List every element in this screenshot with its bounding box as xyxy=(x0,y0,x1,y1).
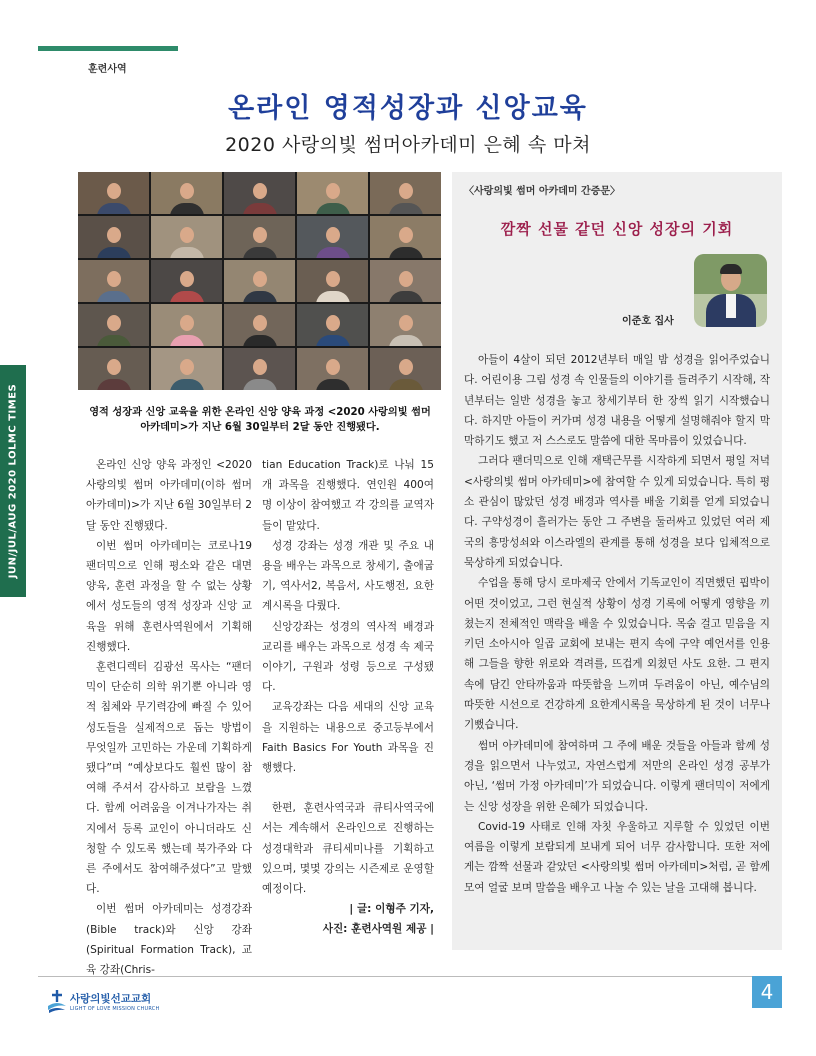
article-paragraph: 이번 썸머 아카데미는 코로나19 팬더믹으로 인해 평소와 같은 대면 양육, 훈련 과정을 할 수 없는 상황에서 성도들의 영적 성장과 신앙 교육을 위해 훈련사역원에서 기획해 진행했다. xyxy=(86,539,252,653)
photo-participant-tile xyxy=(151,172,222,214)
article-paragraph: 이번 썸머 아카데미는 성경강좌(Bible track)와 신앙 강좌(Spiritual Formation Track), 교육 강좌(Chris- xyxy=(86,903,252,977)
footer-rule xyxy=(38,976,782,977)
section-label: 훈련사역 xyxy=(88,64,127,75)
church-logo-name: 사랑의빛선교교회 xyxy=(70,993,152,1005)
issue-side-tab xyxy=(0,365,26,597)
sidebar-author: 이준호 집사 xyxy=(622,316,674,327)
photo-participant-tile xyxy=(78,260,149,302)
church-logo-english: LIGHT OF LOVE MISSION CHURCH xyxy=(70,1006,160,1012)
sidebar-paragraph: 썸머 아카데미에 참여하며 그 주에 배운 것들을 아들과 함께 성경을 읽으면서 나누었고, 자연스럽게 저만의 온라인 성경 공부가 아닌, ‘썸머 가정 아카데미’가 되었습니다. 이렇게 팬더믹이 저에게는 신앙 성장을 위한 은혜가 되었습니다. xyxy=(464,739,770,813)
sidebar-kicker: 〈사랑의빛 썸머 아카데미 간증문〉 xyxy=(464,186,621,197)
testimony-sidebar xyxy=(452,172,782,950)
photo-participant-tile xyxy=(224,216,295,258)
photo-participant-tile xyxy=(224,304,295,346)
photo-participant-tile xyxy=(78,304,149,346)
photo-participant-tile xyxy=(297,348,368,390)
photo-participant-tile xyxy=(224,172,295,214)
page-number: 4 xyxy=(752,976,782,1008)
photo-participant-tile xyxy=(224,260,295,302)
photo-participant-tile xyxy=(151,304,222,346)
sidebar-paragraph: 그러다 팬더믹으로 인해 재택근무를 시작하게 되면서 평일 저녁 <사랑의빛 썸머 아카데미>에 참여할 수 있게 되었습니다. 특히 평소 관심이 많았던 성경 배경과 역사를 배울 기회를 얻게 되었습니다. 구약성경이 흘러가는 동안 그 주변을 둘러싸고 있었던 여러 제국의 흥망성쇠와 이스라엘의 관계를 통해 성경을 보다 입체적으로 묵상하게 되었습니다. xyxy=(464,455,770,569)
sidebar-body xyxy=(464,350,770,898)
article-paragraph: 성경 강좌는 성경 개관 및 주요 내용을 배우는 과목으로 창세기, 출애굽기, 역사서2, 복음서, 사도행전, 요한계시록을 다뤘다. xyxy=(262,539,434,613)
photo-participant-tile xyxy=(297,260,368,302)
article-paragraph: 신앙강좌는 성경의 역사적 배경과 교리를 배우는 과목으로 성경 속 제국 이야기, 구원과 성령 등으로 구성됐다. xyxy=(262,620,434,694)
article-column-2 xyxy=(262,455,434,939)
photo-participant-tile xyxy=(151,216,222,258)
article-paragraph: 한편, 훈련사역국과 큐티사역국에서는 계속해서 온라인으로 진행하는 성경대학과 큐티세미나를 기획하고 있으며, 몇몇 강의는 시즌제로 운영할 예정이다. xyxy=(262,802,434,896)
headline: 온라인 영적성장과 신앙교육 xyxy=(228,93,588,124)
sidebar-paragraph: Covid-19 사태로 인해 자칫 우울하고 지루할 수 있었던 이번 여름을 이렇게 보람되게 보내게 되어 너무 감사합니다. 또한 저에게는 깜짝 선물과 같았던 <사랑의빛 썸머 아카데미>처럼, 곧 함께 모여 얼굴 보며 말씀을 배우고 나눌 수 있는 날을 고대해 봅니다. xyxy=(464,820,770,894)
article-column-1 xyxy=(86,455,252,980)
photo-participant-tile xyxy=(151,260,222,302)
subheadline: 2020 사랑의빛 썸머아카데미 은혜 속 마쳐 xyxy=(225,134,591,156)
photo-caption: 영적 성장과 신앙 교육을 위한 온라인 신앙 양육 과정 <2020 사랑의빛 썸머 아카데미>가 지난 6월 30일부터 2달 동안 진행됐다. xyxy=(89,407,431,433)
author-portrait xyxy=(694,254,767,327)
article-paragraph: tian Education Track)로 나눠 15개 과목을 진행했다. 연인원 400여 명 이상이 참여했고 각 강의를 교역자들이 맡았다. xyxy=(262,459,434,532)
sidebar-paragraph: 아들이 4살이 되던 2012년부터 매일 밤 성경을 읽어주었습니다. 어린이용 그림 성경 속 인물들의 이야기를 들려주기 시작해, 작년부터는 일반 성경을 놓고 창세기부터 한 장씩 읽기 시작했습니다. 하지만 아들이 커가며 성경 내용을 어떻게 설명해줘야 할지 막막하기도 했고 저 스스로도 말씀에 대한 목마름이 있었습니다. xyxy=(464,354,770,448)
photo-participant-tile xyxy=(78,348,149,390)
photo-participant-tile xyxy=(370,304,441,346)
church-logo-icon xyxy=(46,988,68,1014)
article-credit-photo: 사진: 훈련사역원 제공 | xyxy=(322,923,434,936)
issue-side-tab-label: JUN/JUL/AUG 2020 LOLMC TIMES xyxy=(7,383,19,579)
photo-participant-tile xyxy=(151,348,222,390)
photo-participant-tile xyxy=(78,216,149,258)
photo-participant-tile xyxy=(224,348,295,390)
photo-participant-tile xyxy=(370,216,441,258)
church-logo xyxy=(46,988,206,1018)
article-paragraph: 교육강좌는 다음 세대의 신앙 교육을 지원하는 내용으로 중고등부에서 Faith Basics For Youth 과목을 진행했다. xyxy=(262,701,434,775)
photo-participant-tile xyxy=(370,348,441,390)
photo-participant-tile xyxy=(370,172,441,214)
photo-participant-tile xyxy=(78,172,149,214)
sidebar-title: 깜짝 선물 같던 신앙 성장의 기회 xyxy=(500,220,734,238)
zoom-group-photo xyxy=(78,172,441,390)
article-paragraph: 온라인 신앙 양육 과정인 <2020 사랑의빛 썸머 아카데미(이하 썸머 아카데미)>가 지난 6월 30일부터 2달 동안 진행됐다. xyxy=(86,459,253,532)
photo-participant-tile xyxy=(297,304,368,346)
sidebar-paragraph: 수업을 통해 당시 로마제국 안에서 기독교인이 직면했던 핍박이 어떤 것이었고, 그런 현실적 상황이 성경 기록에 어떻게 영향을 끼쳤는지 전체적인 맥락을 배울 수 있었습니다. 목숨 걸고 믿음을 지키던 소아시아 일곱 교회에 보내는 편지 속에 구약 예언서를 인용해 그들을 향한 위로와 격려를, 뜨겁게 외쳤던 사도 요한. 그 편지 속에 담긴 안타까움과 따뜻함을 느끼며 두려움이 아닌, 예수님의 따뜻한 시선으로 건강하게 요한계시록을 묵상하게 된 것이 너무나 기뻤습니다. xyxy=(464,577,770,732)
photo-participant-tile xyxy=(297,172,368,214)
photo-participant-tile xyxy=(370,260,441,302)
photo-participant-tile xyxy=(297,216,368,258)
top-accent-rule xyxy=(38,46,178,51)
article-paragraph: 훈련디렉터 김광선 목사는 “팬더믹이 단순히 의학 위기뿐 아니라 영적 침체와 무기력감에 빠질 수 있어 성도들을 실제적으로 돕는 방법이 무엇일까 고민하는 가운데 기획하게 됐다”며 “예상보다도 훨씬 많이 참여해 주셔서 감사하고 보람을 느꼈다. 함께 어려움을 이겨나가자는 취지에서 등록 교인이 아니더라도 신청할 수 있도록 했는데 북가주와 다른 주에서도 참여해주셨다”고 말했다. xyxy=(86,661,252,896)
article-credit-writer: | 글: 이형주 기자, xyxy=(349,903,434,916)
